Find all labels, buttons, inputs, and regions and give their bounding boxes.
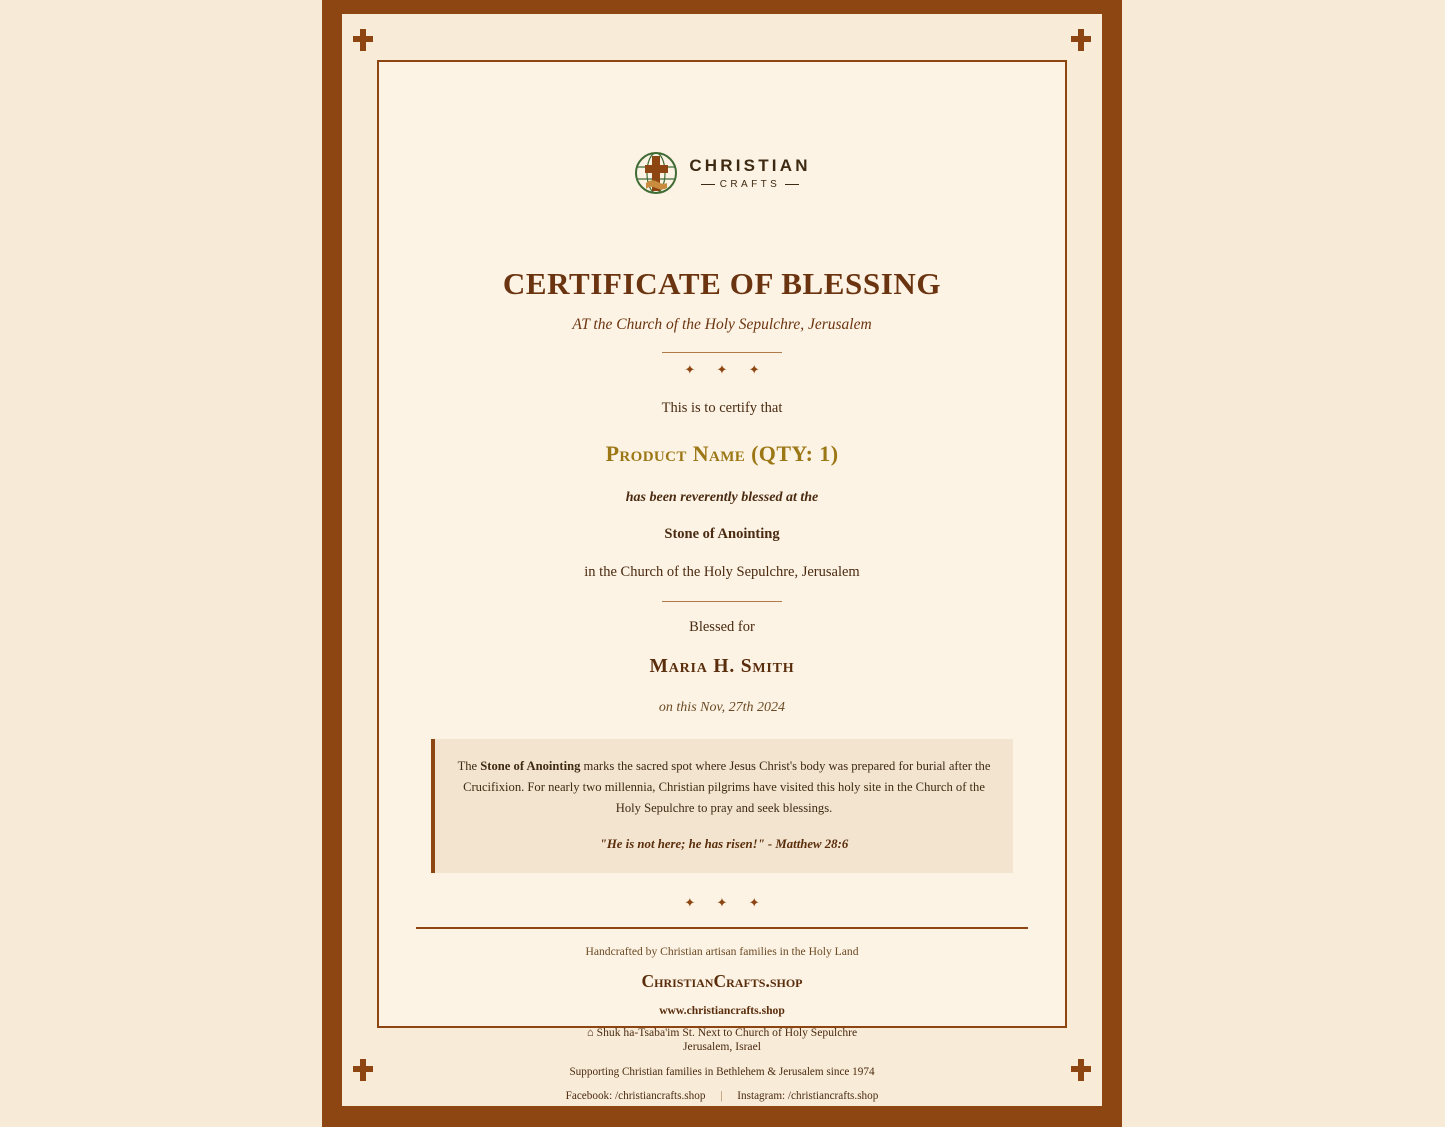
page-title: CERTIFICATE OF BLESSING: [502, 266, 942, 301]
cross-icon-top-right: [1068, 27, 1094, 53]
note-box: [431, 739, 1013, 873]
product-name: Product Name (QTY: 1): [605, 441, 839, 466]
divider-footer: [416, 927, 1028, 929]
cross-globe-icon: [633, 150, 679, 196]
footer-supporting: Supporting Christian families in Bethlehem & Jerusalem since 1974: [569, 1065, 875, 1078]
cross-icon-bottom-left: [350, 1057, 376, 1083]
footer-brand: ChristianCrafts.shop: [641, 970, 803, 991]
facebook-link[interactable]: Facebook: /christiancrafts.shop: [565, 1089, 706, 1102]
divider-top: [662, 352, 782, 353]
blessing-place: Stone of Anointing: [664, 526, 780, 542]
note-lead: The: [457, 759, 481, 773]
cross-icon-bottom-right: [1068, 1057, 1094, 1083]
blessing-date: on this Nov, 27th 2024: [658, 700, 786, 715]
instagram-link[interactable]: Instagram: /christiancrafts.shop: [737, 1089, 879, 1102]
brand-name-secondary: [689, 180, 810, 190]
note-rest: marks the sacred spot where Jesus Christ's body was prepared for burial after the Crucifixion. For nearly two millennia, Christian pilgrims have visited this holy site in the Church of the Holy Sepulchre to pray and seek blessings.: [463, 759, 991, 815]
logo-dash-left: [701, 184, 715, 185]
logo-dash-right: [785, 184, 799, 185]
footer-address: [379, 1026, 1065, 1055]
note-body: [457, 756, 991, 818]
church-location: in the Church of the Holy Sepulchre, Jerusalem: [584, 564, 860, 580]
note-bold-term: Stone of Anointing: [480, 759, 581, 773]
certificate-card: [377, 60, 1067, 1102]
brand-name-primary: CHRISTIAN: [689, 155, 811, 175]
blessed-for-label: Blessed for: [689, 619, 755, 635]
address-line-2: Jerusalem, Israel: [683, 1040, 761, 1054]
footer-social: [379, 1090, 1065, 1102]
ornament-diamonds-bottom: ✦ ✦ ✦: [684, 895, 769, 911]
blessed-statement: has been reverently blessed at the: [625, 490, 819, 505]
brand-logo-text: [689, 157, 810, 190]
ornament-diamonds-top: ✦ ✦ ✦: [684, 362, 769, 377]
divider-middle: [662, 601, 782, 602]
cross-icon-top-left: [350, 27, 376, 53]
brand-logo: [379, 150, 1065, 196]
certify-text: This is to certify that: [661, 400, 783, 416]
certificate-subtitle: AT the Church of the Holy Sepulchre, Jerusalem: [572, 316, 872, 333]
social-separator: |: [720, 1089, 723, 1102]
address-line-1: ⌂ Shuk ha-Tsaba'im St. Next to Church of Holy Sepulchre: [586, 1025, 858, 1039]
scripture-verse: "He is not here; he has risen!" - Matthew 28:6: [599, 837, 849, 852]
footer-website[interactable]: www.christiancrafts.shop: [659, 1003, 785, 1017]
brand-name-secondary-label: CRAFTS: [719, 178, 781, 190]
recipient-name: Maria H. Smith: [649, 656, 795, 677]
handcrafted-note: Handcrafted by Christian artisan families in the Holy Land: [585, 944, 859, 958]
